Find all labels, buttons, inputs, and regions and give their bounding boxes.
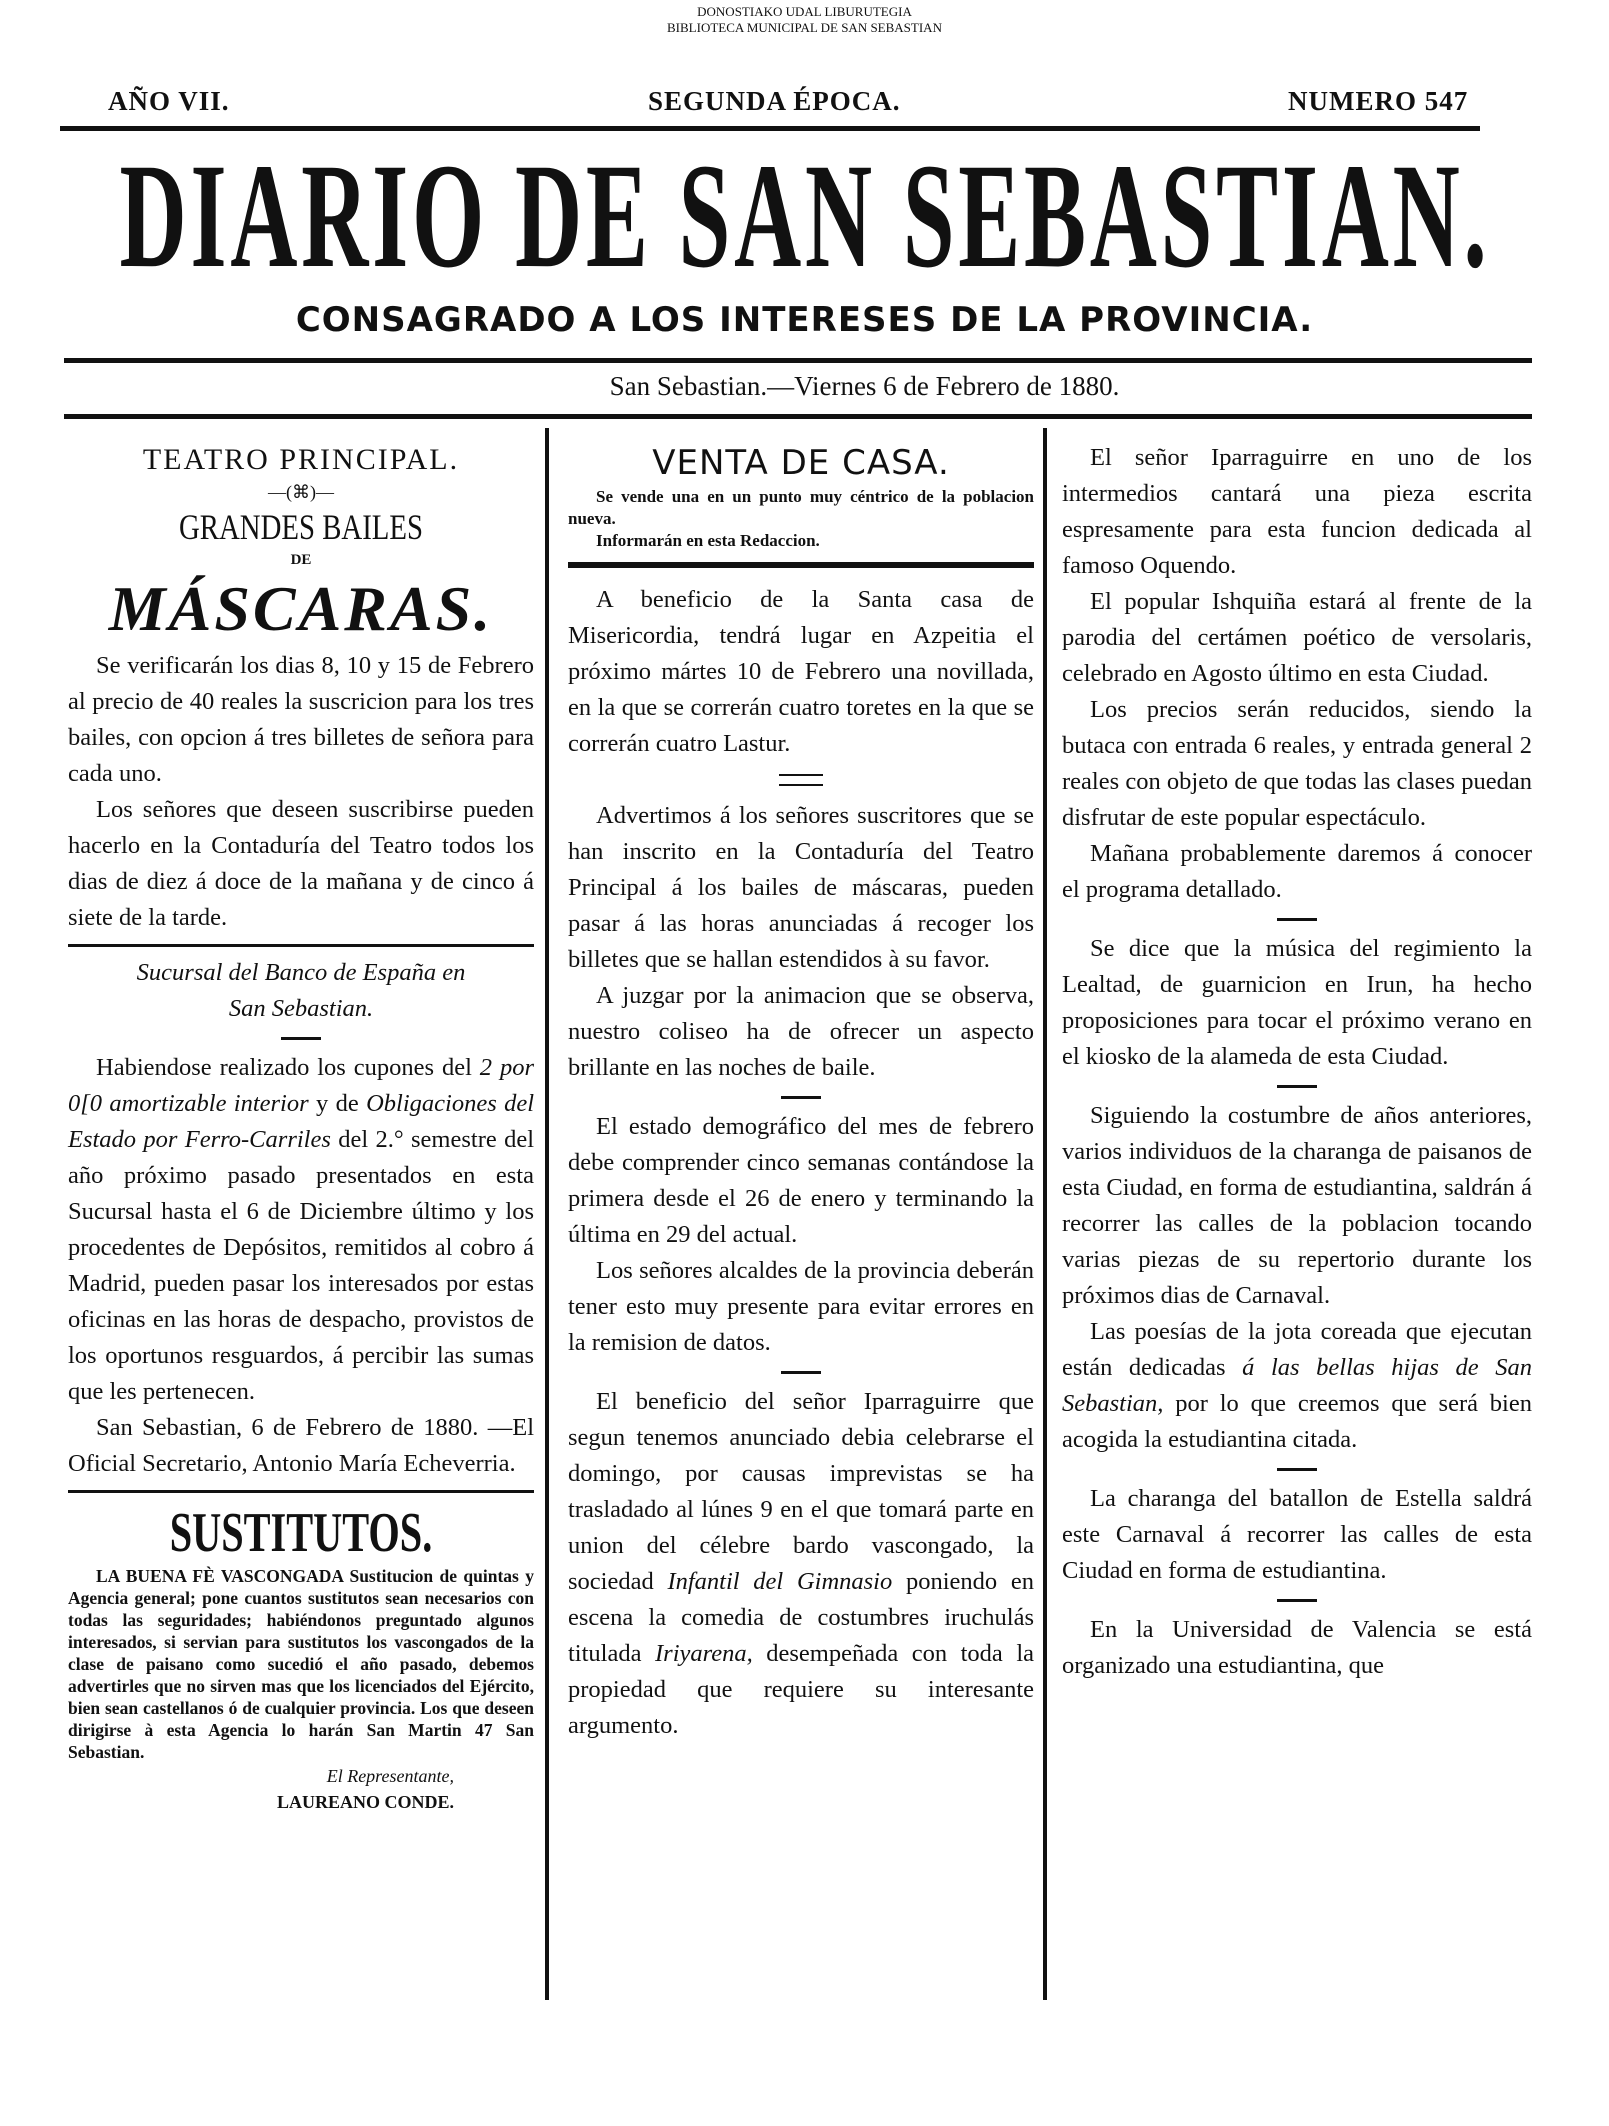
epoch-label: SEGUNDA ÉPOCA. bbox=[648, 86, 901, 116]
paragraph: A beneficio de la Santa casa de Misericordia, tendrá lugar en Azpeitia el próximo mártes 10 de Febrero una novillada, en la que se correrán cuatro toretes en la que se correrán cuatro Lastur. bbox=[568, 586, 1034, 757]
heading-de: DE bbox=[290, 552, 312, 568]
divider bbox=[1277, 918, 1317, 921]
text-italic: Obligaciones del Estado por Ferro-Carriles bbox=[68, 1090, 535, 1153]
text: desempeñada con toda la propiedad que requiere su interesante argumento. bbox=[568, 1640, 1034, 1739]
newspaper-title: DIARIO DE SAN SEBASTIAN. bbox=[119, 133, 1491, 299]
heading-bailes: GRANDES BAILES bbox=[178, 507, 423, 547]
column-1 bbox=[68, 440, 534, 1815]
text: por lo que creemos que será bien acogida la estudiantina citada. bbox=[1062, 1390, 1532, 1453]
column-divider bbox=[545, 428, 549, 2000]
newspaper-subtitle: CONSAGRADO A LOS INTERESES DE LA PROVINCIA. bbox=[295, 300, 1314, 340]
heading-venta: VENTA DE CASA. bbox=[652, 443, 950, 483]
year-label: AÑO VII. bbox=[108, 86, 230, 116]
divider bbox=[1277, 1468, 1317, 1471]
text: y de bbox=[308, 1090, 367, 1117]
ornament: —(⌘)— bbox=[268, 482, 334, 502]
text: Las poesías de la jota coreada que ejecutan están dedicadas bbox=[1062, 1318, 1532, 1381]
text: del 2.° semestre del año próximo pasado presentados en esta Sucursal hasta el 6 de Diciembre último y los procedentes de Depósitos, remitidos al cobro á Madrid, pueden pasar los interesados por estas oficinas en las horas de despacho, provistos de los oportunos resguardos, á percibir las sumas que les pertenecen. bbox=[68, 1126, 534, 1405]
text: poniendo en escena la comedia de costumbres iruchulás titulada bbox=[568, 1568, 1034, 1667]
library-stamp bbox=[0, 4, 1609, 36]
paragraph: Los precios serán reducidos, siendo la butaca con entrada 6 reales, y entrada general 2 reales con objeto de que todas las clases puedan disfrutar de este popular espectáculo. bbox=[1062, 696, 1532, 831]
heading-teatro: TEATRO PRINCIPAL. bbox=[142, 443, 460, 476]
dateline: San Sebastian.—Viernes 6 de Febrero de 1880. bbox=[609, 371, 1120, 401]
paragraph: El señor Iparraguirre en uno de los intermedios cantará una pieza escrita espresamente para esta funcion dedicada al famoso Oquendo. bbox=[1062, 444, 1532, 579]
library-stamp-spanish: BIBLIOTECA MUNICIPAL DE SAN SEBASTIAN bbox=[667, 20, 942, 35]
divider bbox=[781, 1096, 821, 1099]
divider bbox=[779, 774, 823, 786]
paragraph: LA BUENA FÈ VASCONGADA Sustitucion de quintas y Agencia general; pone cuantos sustitutos sean necesarios con todas las seguridades; habiéndonos preguntado algunos interesados, si servian para sustitutos los vascongados de la clase de paisano como sucedió el año pasado, debemos advertirles que no sirven mas que los licenciados del Ejército, bien sean castellanos ó de cualquier provincia. Los que deseen dirigirse à esta Agencia lo harán San Martin 47 San Sebastian. bbox=[68, 1566, 534, 1762]
paragraph bbox=[1062, 1314, 1532, 1458]
paragraph: Los señores que deseen suscribirse pueden hacerlo en la Contaduría del Teatro todos los dias de diez á doce de la mañana y de cinco á siete de la tarde. bbox=[68, 796, 534, 931]
text: Habiendose realizado los cupones del bbox=[96, 1054, 480, 1081]
masthead-rule-top bbox=[60, 126, 1480, 131]
issue-number: NUMERO 547 bbox=[1288, 86, 1469, 116]
text-italic: Iriyarena, bbox=[655, 1640, 753, 1667]
paragraph: En la Universidad de Valencia se está organizado una estudiantina, que bbox=[1062, 1616, 1532, 1679]
paragraph: Siguiendo la costumbre de años anteriores, varios individuos de la charanga de paisanos de esta Ciudad, en forma de estudiantina, saldrán á recorrer las calles de la poblacion tocando varias piezas de su repertorio durante los próximos dias de Carnaval. bbox=[1062, 1102, 1532, 1309]
paragraph: Se dice que la música del regimiento la Lealtad, de guarnicion en Irun, ha hecho proposiciones para tocar el próximo verano en el kiosko de la alameda de esta Ciudad. bbox=[1062, 935, 1532, 1070]
paragraph: Se vende una en un punto muy céntrico de la poblacion nueva. bbox=[568, 487, 1034, 528]
column-3 bbox=[1062, 440, 1532, 1684]
paragraph bbox=[568, 1384, 1034, 1744]
paragraph: Se verificarán los dias 8, 10 y 15 de Febrero al precio de 40 reales la suscricion para los tres bailes, con opcion á tres billetes de señora para cada uno. bbox=[68, 652, 534, 787]
banco-heading-2: San Sebastian. bbox=[228, 995, 374, 1022]
paragraph: La charanga del batallon de Estella saldrá este Carnaval á recorrer las calles de esta Ciudad en forma de estudiantina. bbox=[1062, 1485, 1532, 1584]
paragraph: Advertimos á los señores suscritores que se han inscrito en la Contaduría del Teatro Principal á los bailes de máscaras, pueden pasar á las horas anunciadas á recoger los billetes que se hallan estendidos à su favor. bbox=[568, 802, 1034, 973]
divider bbox=[568, 562, 1034, 568]
masthead-rule-bottom bbox=[64, 414, 1532, 419]
divider bbox=[68, 944, 534, 947]
paragraph bbox=[68, 1050, 534, 1410]
masthead-rule-middle bbox=[64, 358, 1532, 363]
banco-heading: Sucursal del Banco de España en bbox=[136, 959, 466, 986]
paragraph: San Sebastian, 6 de Febrero de 1880. —El Oficial Secretario, Antonio María Echeverria. bbox=[68, 1414, 534, 1477]
text-italic: á las bellas hijas de San Sebastian, bbox=[1062, 1354, 1532, 1417]
divider bbox=[281, 1037, 321, 1040]
divider bbox=[68, 1490, 534, 1493]
heading-sustitutos: SUSTITUTOS. bbox=[169, 1502, 433, 1564]
paragraph: Mañana probablemente daremos á conocer el programa detallado. bbox=[1062, 840, 1532, 903]
divider bbox=[781, 1371, 821, 1374]
paragraph: Informarán en esta Redaccion. bbox=[596, 531, 820, 550]
column-2 bbox=[568, 440, 1034, 1744]
paragraph: El estado demográfico del mes de febrero debe comprender cinco semanas contándose la primera desde el 26 de enero y terminando la última en 29 del actual. bbox=[568, 1113, 1034, 1248]
column-divider bbox=[1043, 428, 1047, 2000]
text: El beneficio del señor Iparraguirre que segun tenemos anunciado debia celebrarse el domingo, por causas imprevistas se ha trasladado al lúnes 9 en el que tomará parte en union del célebre bardo vascongado, la sociedad bbox=[568, 1388, 1034, 1595]
signature-title: El Representante, bbox=[326, 1766, 454, 1786]
divider bbox=[1277, 1085, 1317, 1088]
text-italic: 2 por 0[0 amortizable interior bbox=[68, 1054, 534, 1117]
library-stamp-basque: DONOSTIAKO UDAL LIBURUTEGIA bbox=[697, 4, 912, 19]
paragraph: A juzgar por la animacion que se observa, nuestro coliseo ha de ofrecer un aspecto brillante en las noches de baile. bbox=[568, 982, 1034, 1081]
text-italic: Infantil del Gimnasio bbox=[667, 1568, 893, 1595]
signature-name: LAUREANO CONDE. bbox=[276, 1792, 454, 1812]
paragraph: El popular Ishquiña estará al frente de la parodia del certámen poético de versolaris, celebrado en Agosto último en esta Ciudad. bbox=[1062, 588, 1532, 687]
heading-mascaras: MÁSCARAS. bbox=[108, 573, 494, 644]
paragraph: Los señores alcaldes de la provincia deberán tener esto muy presente para evitar errores en la remision de datos. bbox=[568, 1257, 1034, 1356]
divider bbox=[1277, 1599, 1317, 1602]
